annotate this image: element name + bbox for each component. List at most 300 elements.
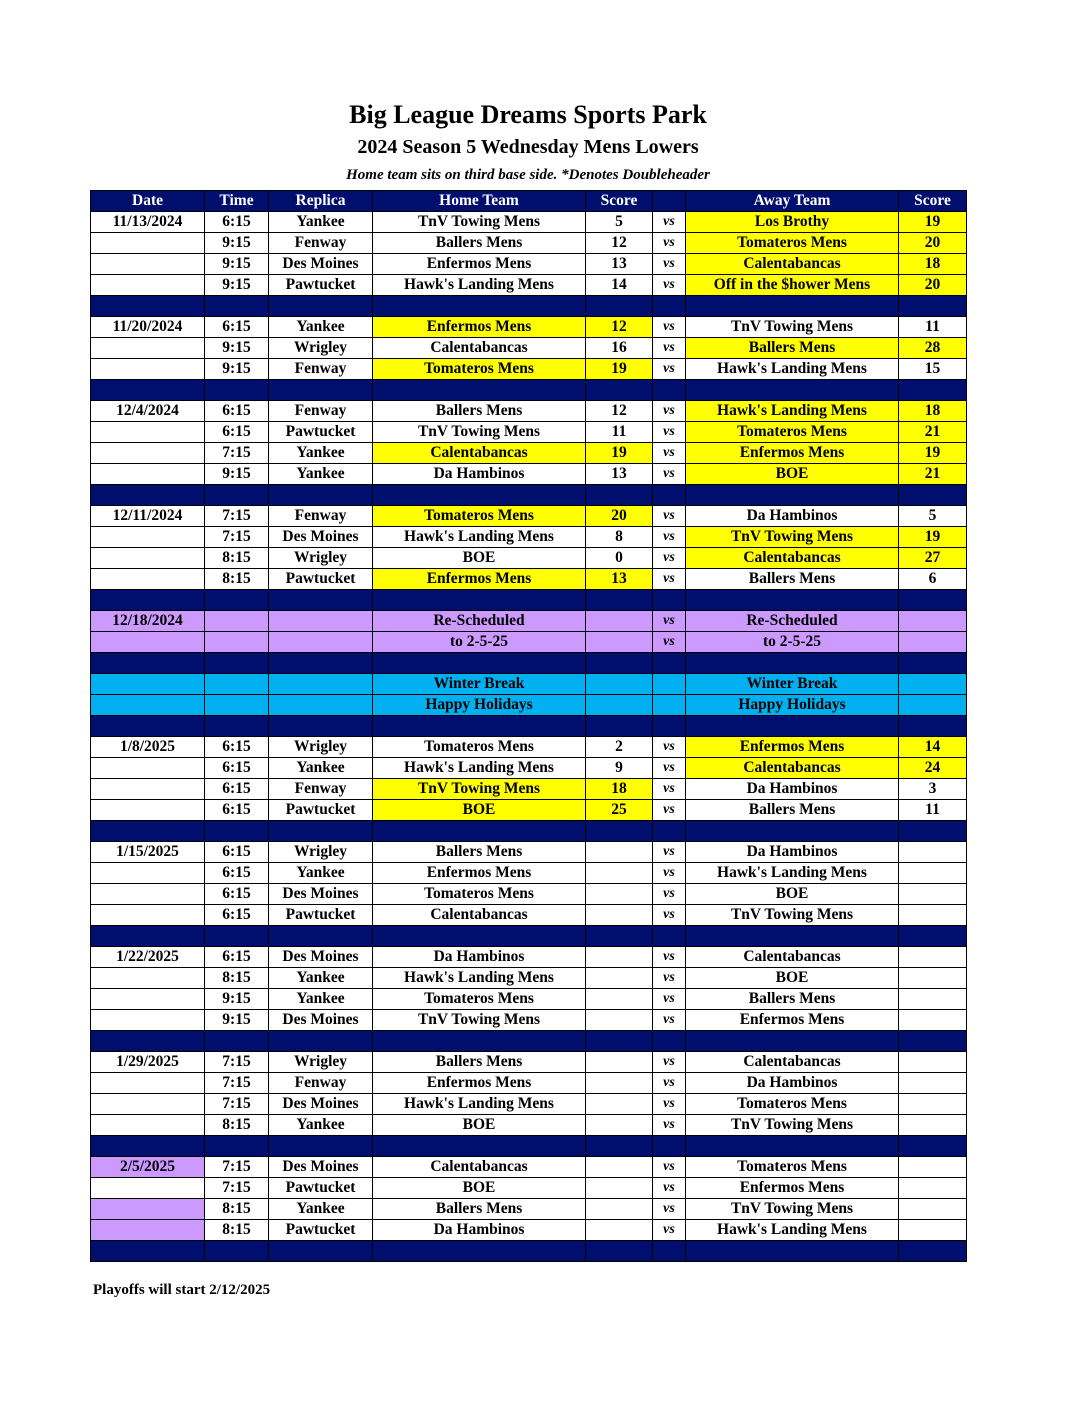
date-cell: 1/15/2025 bbox=[91, 842, 205, 863]
date-cell bbox=[91, 254, 205, 275]
separator-cell bbox=[686, 821, 899, 842]
away-score-cell: 14 bbox=[899, 737, 967, 758]
home-team-cell: Re-Scheduled bbox=[373, 611, 586, 632]
away-score-cell bbox=[899, 674, 967, 695]
away-team-cell: Happy Holidays bbox=[686, 695, 899, 716]
page-title: Big League Dreams Sports Park bbox=[349, 100, 707, 129]
separator-cell bbox=[686, 485, 899, 506]
away-score-cell bbox=[899, 1094, 967, 1115]
home-score-cell: 8 bbox=[586, 527, 653, 548]
game-row bbox=[91, 401, 967, 422]
separator-cell bbox=[899, 296, 967, 317]
away-score-cell: 11 bbox=[899, 317, 967, 338]
separator-cell bbox=[205, 380, 269, 401]
vs-cell: vs bbox=[653, 968, 686, 989]
separator-cell bbox=[686, 1241, 899, 1262]
date-cell: 1/29/2025 bbox=[91, 1052, 205, 1073]
separator-cell bbox=[653, 926, 686, 947]
separator-cell bbox=[586, 821, 653, 842]
away-team-cell: Da Hambinos bbox=[686, 1073, 899, 1094]
replica-cell: Yankee bbox=[269, 212, 373, 233]
away-score-cell: 18 bbox=[899, 401, 967, 422]
separator-cell bbox=[205, 653, 269, 674]
separator-cell bbox=[205, 590, 269, 611]
home-score-cell: 19 bbox=[586, 443, 653, 464]
away-score-cell: 18 bbox=[899, 254, 967, 275]
separator-row bbox=[91, 821, 967, 842]
home-team-cell: Hawk's Landing Mens bbox=[373, 527, 586, 548]
away-score-cell bbox=[899, 1220, 967, 1241]
header-vs bbox=[653, 191, 686, 212]
away-score-cell bbox=[899, 1178, 967, 1199]
game-row bbox=[91, 569, 967, 590]
away-score-cell bbox=[899, 989, 967, 1010]
page-subtitle: 2024 Season 5 Wednesday Mens Lowers bbox=[357, 136, 699, 158]
date-cell bbox=[91, 905, 205, 926]
game-row bbox=[91, 1010, 967, 1031]
separator-cell bbox=[586, 380, 653, 401]
separator-cell bbox=[586, 716, 653, 737]
vs-cell: vs bbox=[653, 254, 686, 275]
vs-cell: vs bbox=[653, 569, 686, 590]
game-row bbox=[91, 1073, 967, 1094]
separator-cell bbox=[686, 653, 899, 674]
game-row bbox=[91, 800, 967, 821]
away-team-cell: Enfermos Mens bbox=[686, 1010, 899, 1031]
separator-cell bbox=[91, 821, 205, 842]
game-row bbox=[91, 1052, 967, 1073]
away-team-cell: TnV Towing Mens bbox=[686, 317, 899, 338]
separator-cell bbox=[686, 1031, 899, 1052]
vs-cell bbox=[653, 695, 686, 716]
away-team-cell: Tomateros Mens bbox=[686, 233, 899, 254]
time-cell: 9:15 bbox=[205, 359, 269, 380]
header-replica: Replica bbox=[269, 191, 373, 212]
separator-row bbox=[91, 926, 967, 947]
home-team-cell: Hawk's Landing Mens bbox=[373, 275, 586, 296]
game-row bbox=[91, 905, 967, 926]
game-row bbox=[91, 1157, 967, 1178]
away-team-cell: Ballers Mens bbox=[686, 569, 899, 590]
away-score-cell: 24 bbox=[899, 758, 967, 779]
vs-cell: vs bbox=[653, 422, 686, 443]
home-score-cell: 13 bbox=[586, 569, 653, 590]
time-cell bbox=[205, 611, 269, 632]
replica-cell: Pawtucket bbox=[269, 905, 373, 926]
home-score-cell bbox=[586, 947, 653, 968]
away-score-cell: 5 bbox=[899, 506, 967, 527]
game-row bbox=[91, 359, 967, 380]
time-cell: 9:15 bbox=[205, 338, 269, 359]
break-row bbox=[91, 695, 967, 716]
replica-cell: Des Moines bbox=[269, 947, 373, 968]
home-score-cell: 12 bbox=[586, 401, 653, 422]
schedule-body bbox=[91, 212, 967, 1262]
separator-cell bbox=[899, 1136, 967, 1157]
date-cell bbox=[91, 884, 205, 905]
home-team-cell: Hawk's Landing Mens bbox=[373, 1094, 586, 1115]
away-team-cell: Los Brothy bbox=[686, 212, 899, 233]
replica-cell: Pawtucket bbox=[269, 569, 373, 590]
separator-cell bbox=[205, 716, 269, 737]
separator-cell bbox=[899, 1241, 967, 1262]
time-cell: 7:15 bbox=[205, 1157, 269, 1178]
separator-cell bbox=[269, 485, 373, 506]
date-cell bbox=[91, 674, 205, 695]
home-team-cell: Enfermos Mens bbox=[373, 569, 586, 590]
separator-cell bbox=[269, 716, 373, 737]
home-score-cell: 0 bbox=[586, 548, 653, 569]
home-score-cell bbox=[586, 905, 653, 926]
separator-cell bbox=[205, 296, 269, 317]
vs-cell: vs bbox=[653, 548, 686, 569]
home-score-cell: 19 bbox=[586, 359, 653, 380]
away-score-cell bbox=[899, 1157, 967, 1178]
date-cell bbox=[91, 758, 205, 779]
time-cell: 6:15 bbox=[205, 317, 269, 338]
away-score-cell bbox=[899, 695, 967, 716]
separator-cell bbox=[269, 1241, 373, 1262]
date-cell bbox=[91, 338, 205, 359]
home-score-cell bbox=[586, 1199, 653, 1220]
date-cell: 12/18/2024 bbox=[91, 611, 205, 632]
separator-cell bbox=[373, 485, 586, 506]
vs-cell: vs bbox=[653, 506, 686, 527]
away-team-cell: Ballers Mens bbox=[686, 800, 899, 821]
home-team-cell: Calentabancas bbox=[373, 338, 586, 359]
date-cell bbox=[91, 464, 205, 485]
away-team-cell: TnV Towing Mens bbox=[686, 905, 899, 926]
time-cell: 9:15 bbox=[205, 254, 269, 275]
away-team-cell: to 2-5-25 bbox=[686, 632, 899, 653]
home-score-cell bbox=[586, 695, 653, 716]
home-score-cell bbox=[586, 674, 653, 695]
vs-cell: vs bbox=[653, 1157, 686, 1178]
home-score-cell: 12 bbox=[586, 317, 653, 338]
home-score-cell bbox=[586, 1115, 653, 1136]
separator-row bbox=[91, 296, 967, 317]
separator-cell bbox=[205, 485, 269, 506]
separator-cell bbox=[205, 821, 269, 842]
vs-cell: vs bbox=[653, 863, 686, 884]
separator-cell bbox=[373, 1241, 586, 1262]
separator-row bbox=[91, 485, 967, 506]
game-row bbox=[91, 506, 967, 527]
game-row bbox=[91, 527, 967, 548]
schedule-note: Home team sits on third base side. *Denotes Doubleheader bbox=[346, 167, 710, 183]
away-team-cell: TnV Towing Mens bbox=[686, 1115, 899, 1136]
vs-cell: vs bbox=[653, 359, 686, 380]
game-row bbox=[91, 863, 967, 884]
away-score-cell: 15 bbox=[899, 359, 967, 380]
time-cell: 9:15 bbox=[205, 275, 269, 296]
separator-cell bbox=[373, 716, 586, 737]
home-score-cell: 2 bbox=[586, 737, 653, 758]
separator-cell bbox=[653, 1031, 686, 1052]
away-score-cell bbox=[899, 1010, 967, 1031]
home-team-cell: Happy Holidays bbox=[373, 695, 586, 716]
replica-cell: Des Moines bbox=[269, 1094, 373, 1115]
separator-cell bbox=[373, 821, 586, 842]
separator-cell bbox=[373, 296, 586, 317]
replica-cell: Yankee bbox=[269, 968, 373, 989]
away-score-cell: 28 bbox=[899, 338, 967, 359]
away-score-cell bbox=[899, 1115, 967, 1136]
replica-cell: Yankee bbox=[269, 443, 373, 464]
replica-cell: Yankee bbox=[269, 1199, 373, 1220]
separator-cell bbox=[269, 821, 373, 842]
away-score-cell bbox=[899, 842, 967, 863]
vs-cell: vs bbox=[653, 905, 686, 926]
away-team-cell: Hawk's Landing Mens bbox=[686, 401, 899, 422]
home-score-cell: 18 bbox=[586, 779, 653, 800]
home-team-cell: BOE bbox=[373, 548, 586, 569]
separator-cell bbox=[653, 1136, 686, 1157]
separator-cell bbox=[205, 1031, 269, 1052]
separator-row bbox=[91, 1031, 967, 1052]
date-cell bbox=[91, 569, 205, 590]
date-cell: 2/5/2025 bbox=[91, 1157, 205, 1178]
home-team-cell: Tomateros Mens bbox=[373, 359, 586, 380]
away-team-cell: Ballers Mens bbox=[686, 338, 899, 359]
game-row bbox=[91, 422, 967, 443]
vs-cell: vs bbox=[653, 779, 686, 800]
home-score-cell bbox=[586, 884, 653, 905]
home-score-cell: 12 bbox=[586, 233, 653, 254]
game-row bbox=[91, 443, 967, 464]
away-score-cell: 21 bbox=[899, 464, 967, 485]
date-cell bbox=[91, 1010, 205, 1031]
home-score-cell: 11 bbox=[586, 422, 653, 443]
replica-cell bbox=[269, 611, 373, 632]
game-row bbox=[91, 779, 967, 800]
home-score-cell: 25 bbox=[586, 800, 653, 821]
separator-cell bbox=[899, 485, 967, 506]
separator-cell bbox=[686, 716, 899, 737]
vs-cell: vs bbox=[653, 1073, 686, 1094]
game-row bbox=[91, 254, 967, 275]
away-score-cell bbox=[899, 884, 967, 905]
separator-cell bbox=[899, 716, 967, 737]
header-home-score: Score bbox=[586, 191, 653, 212]
replica-cell: Pawtucket bbox=[269, 275, 373, 296]
separator-cell bbox=[91, 590, 205, 611]
separator-cell bbox=[653, 485, 686, 506]
replica-cell: Wrigley bbox=[269, 842, 373, 863]
home-team-cell: Hawk's Landing Mens bbox=[373, 758, 586, 779]
separator-cell bbox=[586, 485, 653, 506]
home-score-cell: 16 bbox=[586, 338, 653, 359]
vs-cell: vs bbox=[653, 737, 686, 758]
date-cell: 11/13/2024 bbox=[91, 212, 205, 233]
home-score-cell: 13 bbox=[586, 254, 653, 275]
date-cell bbox=[91, 779, 205, 800]
home-team-cell: TnV Towing Mens bbox=[373, 779, 586, 800]
date-cell: 11/20/2024 bbox=[91, 317, 205, 338]
separator-cell bbox=[91, 926, 205, 947]
replica-cell: Des Moines bbox=[269, 884, 373, 905]
date-cell bbox=[91, 989, 205, 1010]
away-score-cell bbox=[899, 905, 967, 926]
time-cell: 6:15 bbox=[205, 212, 269, 233]
time-cell: 8:15 bbox=[205, 569, 269, 590]
time-cell: 8:15 bbox=[205, 1115, 269, 1136]
time-cell: 6:15 bbox=[205, 401, 269, 422]
separator-cell bbox=[91, 380, 205, 401]
separator-cell bbox=[205, 1241, 269, 1262]
separator-cell bbox=[269, 590, 373, 611]
date-cell bbox=[91, 359, 205, 380]
replica-cell: Fenway bbox=[269, 233, 373, 254]
separator-cell bbox=[205, 1136, 269, 1157]
home-team-cell: BOE bbox=[373, 1115, 586, 1136]
date-cell bbox=[91, 275, 205, 296]
away-score-cell bbox=[899, 863, 967, 884]
replica-cell: Wrigley bbox=[269, 737, 373, 758]
replica-cell: Yankee bbox=[269, 989, 373, 1010]
separator-cell bbox=[91, 1241, 205, 1262]
time-cell: 9:15 bbox=[205, 464, 269, 485]
away-score-cell bbox=[899, 968, 967, 989]
vs-cell: vs bbox=[653, 464, 686, 485]
header-away-team: Away Team bbox=[686, 191, 899, 212]
away-team-cell: Tomateros Mens bbox=[686, 422, 899, 443]
time-cell: 6:15 bbox=[205, 842, 269, 863]
time-cell: 9:15 bbox=[205, 233, 269, 254]
header-home-team: Home Team bbox=[373, 191, 586, 212]
separator-cell bbox=[586, 926, 653, 947]
away-score-cell: 11 bbox=[899, 800, 967, 821]
home-team-cell: Ballers Mens bbox=[373, 842, 586, 863]
home-team-cell: Da Hambinos bbox=[373, 464, 586, 485]
date-cell bbox=[91, 1073, 205, 1094]
replica-cell: Fenway bbox=[269, 779, 373, 800]
home-team-cell: Da Hambinos bbox=[373, 1220, 586, 1241]
separator-cell bbox=[686, 926, 899, 947]
home-score-cell bbox=[586, 1010, 653, 1031]
separator-cell bbox=[686, 1136, 899, 1157]
game-row bbox=[91, 212, 967, 233]
time-cell: 8:15 bbox=[205, 968, 269, 989]
away-team-cell: BOE bbox=[686, 884, 899, 905]
home-team-cell: Calentabancas bbox=[373, 905, 586, 926]
away-team-cell: TnV Towing Mens bbox=[686, 1199, 899, 1220]
home-score-cell bbox=[586, 1178, 653, 1199]
vs-cell: vs bbox=[653, 527, 686, 548]
separator-row bbox=[91, 590, 967, 611]
replica-cell: Des Moines bbox=[269, 1010, 373, 1031]
away-team-cell: Hawk's Landing Mens bbox=[686, 1220, 899, 1241]
replica-cell bbox=[269, 674, 373, 695]
separator-cell bbox=[686, 380, 899, 401]
separator-cell bbox=[653, 653, 686, 674]
home-score-cell bbox=[586, 1094, 653, 1115]
game-row bbox=[91, 989, 967, 1010]
date-cell bbox=[91, 443, 205, 464]
separator-cell bbox=[205, 926, 269, 947]
break-row bbox=[91, 674, 967, 695]
replica-cell: Wrigley bbox=[269, 338, 373, 359]
time-cell: 7:15 bbox=[205, 1073, 269, 1094]
home-score-cell bbox=[586, 632, 653, 653]
separator-cell bbox=[653, 716, 686, 737]
vs-cell: vs bbox=[653, 611, 686, 632]
separator-cell bbox=[269, 926, 373, 947]
time-cell: 6:15 bbox=[205, 737, 269, 758]
away-score-cell: 20 bbox=[899, 275, 967, 296]
away-score-cell: 3 bbox=[899, 779, 967, 800]
separator-cell bbox=[373, 653, 586, 674]
separator-cell bbox=[586, 1136, 653, 1157]
time-cell bbox=[205, 632, 269, 653]
replica-cell: Wrigley bbox=[269, 1052, 373, 1073]
game-row bbox=[91, 233, 967, 254]
home-team-cell: Enfermos Mens bbox=[373, 863, 586, 884]
away-team-cell: Calentabancas bbox=[686, 1052, 899, 1073]
date-cell bbox=[91, 1115, 205, 1136]
time-cell: 9:15 bbox=[205, 1010, 269, 1031]
away-team-cell: Enfermos Mens bbox=[686, 737, 899, 758]
time-cell: 9:15 bbox=[205, 989, 269, 1010]
home-team-cell: Calentabancas bbox=[373, 443, 586, 464]
date-cell bbox=[91, 548, 205, 569]
date-cell bbox=[91, 863, 205, 884]
away-team-cell: Da Hambinos bbox=[686, 842, 899, 863]
time-cell: 8:15 bbox=[205, 1199, 269, 1220]
home-team-cell: TnV Towing Mens bbox=[373, 1010, 586, 1031]
time-cell: 6:15 bbox=[205, 422, 269, 443]
separator-cell bbox=[586, 590, 653, 611]
replica-cell: Yankee bbox=[269, 758, 373, 779]
away-team-cell: Off in the $hower Mens bbox=[686, 275, 899, 296]
home-team-cell: Hawk's Landing Mens bbox=[373, 968, 586, 989]
home-team-cell: Winter Break bbox=[373, 674, 586, 695]
home-score-cell: 9 bbox=[586, 758, 653, 779]
home-team-cell: Ballers Mens bbox=[373, 1199, 586, 1220]
date-cell: 1/8/2025 bbox=[91, 737, 205, 758]
replica-cell: Fenway bbox=[269, 359, 373, 380]
separator-cell bbox=[269, 380, 373, 401]
vs-cell: vs bbox=[653, 338, 686, 359]
home-team-cell: Tomateros Mens bbox=[373, 989, 586, 1010]
separator-cell bbox=[586, 653, 653, 674]
vs-cell: vs bbox=[653, 884, 686, 905]
away-team-cell: Re-Scheduled bbox=[686, 611, 899, 632]
vs-cell: vs bbox=[653, 1094, 686, 1115]
away-team-cell: Calentabancas bbox=[686, 758, 899, 779]
home-score-cell bbox=[586, 842, 653, 863]
date-cell bbox=[91, 527, 205, 548]
away-score-cell bbox=[899, 947, 967, 968]
away-team-cell: TnV Towing Mens bbox=[686, 527, 899, 548]
away-score-cell: 20 bbox=[899, 233, 967, 254]
separator-cell bbox=[899, 380, 967, 401]
game-row bbox=[91, 1094, 967, 1115]
away-team-cell: Da Hambinos bbox=[686, 506, 899, 527]
separator-cell bbox=[91, 296, 205, 317]
header-away-score: Score bbox=[899, 191, 967, 212]
home-score-cell: 5 bbox=[586, 212, 653, 233]
vs-cell: vs bbox=[653, 212, 686, 233]
separator-cell bbox=[373, 926, 586, 947]
home-score-cell bbox=[586, 863, 653, 884]
date-cell bbox=[91, 632, 205, 653]
vs-cell: vs bbox=[653, 275, 686, 296]
away-score-cell bbox=[899, 611, 967, 632]
home-score-cell bbox=[586, 1052, 653, 1073]
separator-cell bbox=[653, 380, 686, 401]
replica-cell: Des Moines bbox=[269, 527, 373, 548]
